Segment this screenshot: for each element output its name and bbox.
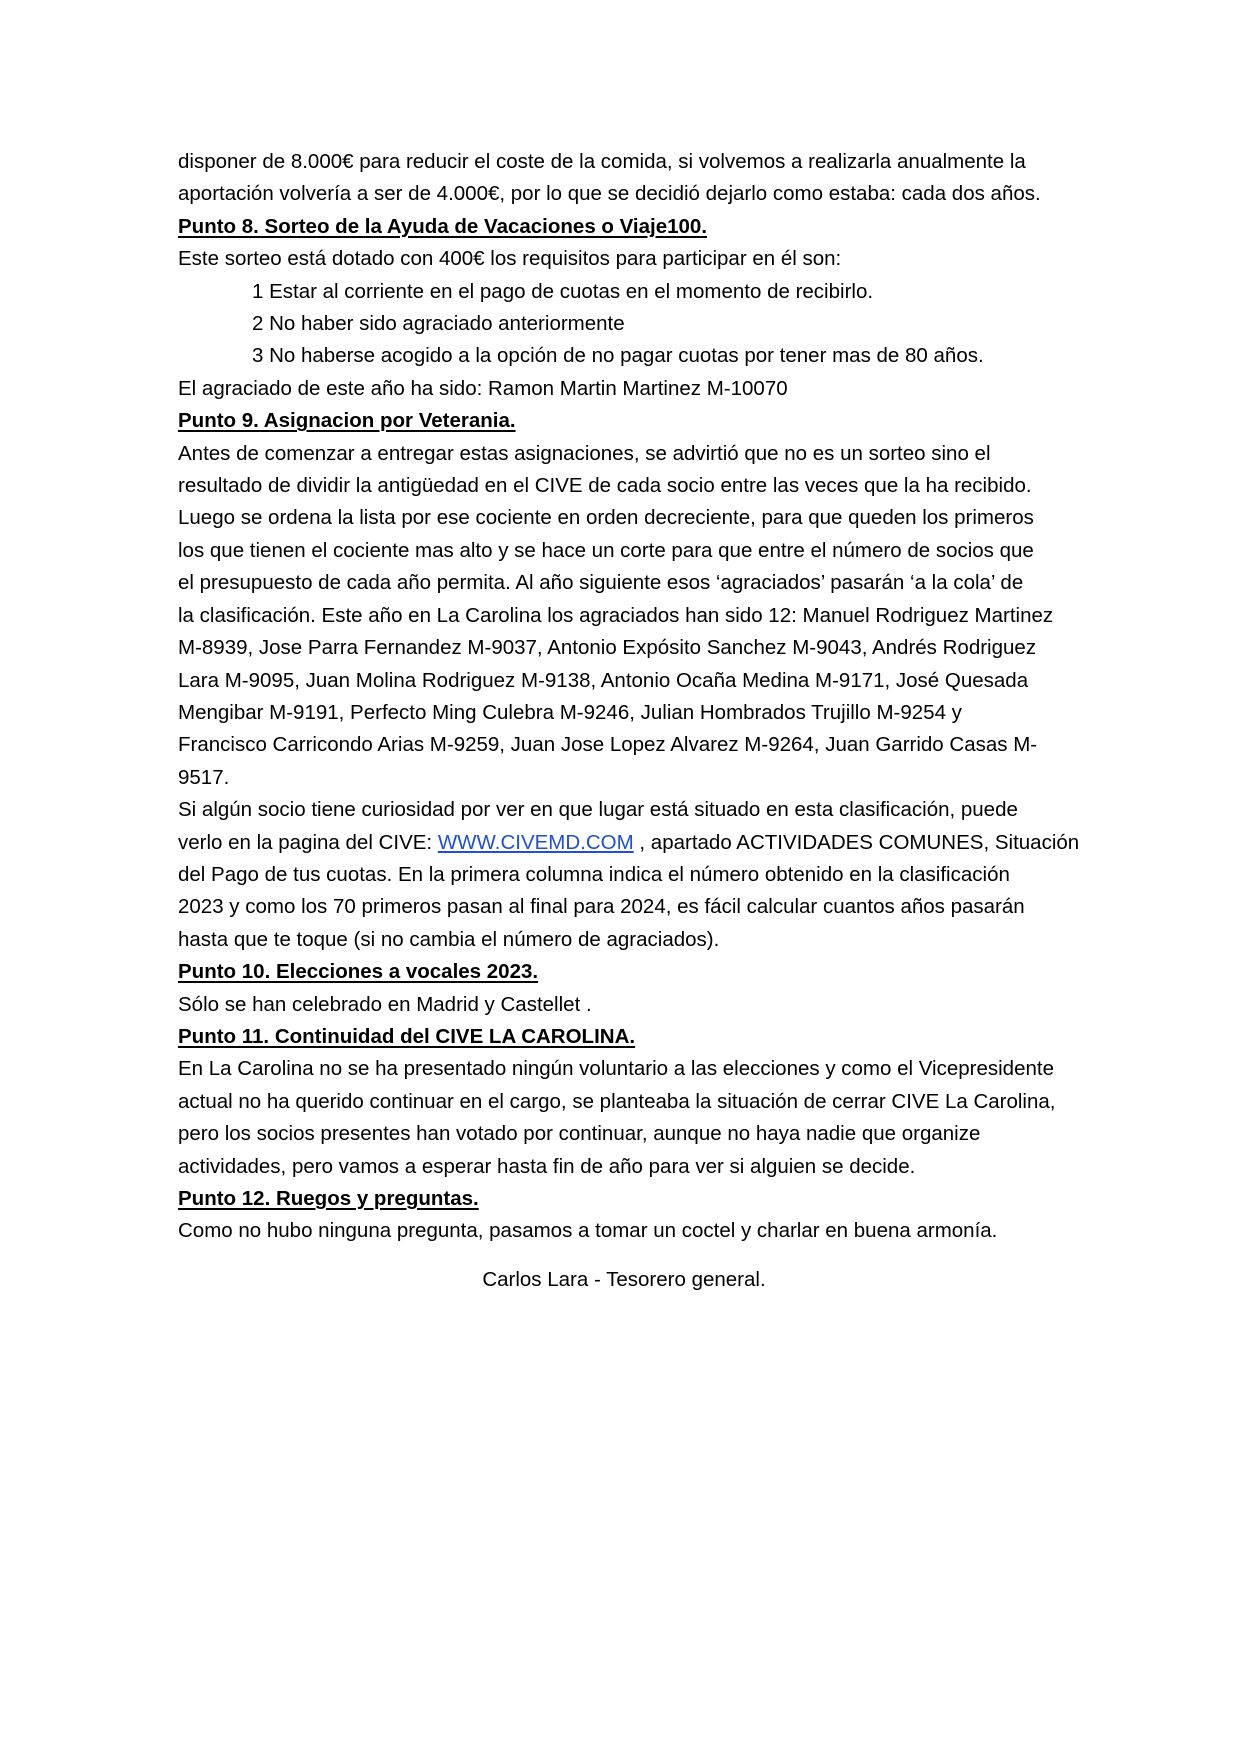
punto9-curiosidad-line-1: Si algún socio tiene curiosidad por ver en que lugar está situado en esta clasificación, puede — [178, 798, 1018, 822]
punto9-line: Luego se ordena la lista por ese cociente en orden decreciente, para que queden los primeros — [178, 506, 1034, 530]
curiosidad-post-text: , apartado ACTIVIDADES COMUNES, Situación — [633, 830, 1080, 854]
punto11-line: actual no ha querido continuar en el cargo, se planteaba la situación de cerrar CIVE La Carolina, — [178, 1089, 1056, 1113]
punto9-line: el presupuesto de cada año permita. Al año siguiente esos ‘agraciados’ pasarán ‘a la cola’ de — [178, 571, 1024, 595]
punto9-line: Mengibar M-9191, Perfecto Ming Culebra M-9246, Julian Hombrados Trujillo M-9254 y — [178, 700, 962, 724]
punto9-curiosidad-line: del Pago de tus cuotas. En la primera columna indica el número obtenido en la clasificación — [178, 862, 1010, 886]
civemd-link[interactable]: WWW.CIVEMD.COM — [437, 830, 634, 854]
punto8-heading: Punto 8. Sorteo de la Ayuda de Vacaciones o Viaje100. — [178, 214, 708, 238]
punto9-heading: Punto 9. Asignacion por Veterania. — [178, 409, 516, 433]
punto9-line: Antes de comenzar a entregar estas asignaciones, se advirtió que no es un sorteo sino el — [178, 441, 991, 465]
punto11-line: pero los socios presentes han votado por continuar, aunque no haya nadie que organize — [178, 1122, 981, 1146]
punto9-line: resultado de dividir la antigüedad en el CIVE de cada socio entre las veces que la ha recibido. — [178, 474, 1032, 498]
punto10-heading: Punto 10. Elecciones a vocales 2023. — [178, 960, 539, 984]
curiosidad-pre-text: verlo en la pagina del CIVE: — [178, 830, 438, 854]
punto9-line: Lara M-9095, Juan Molina Rodriguez M-9138, Antonio Ocaña Medina M-9171, José Quesada — [178, 668, 1029, 692]
punto8-intro: Este sorteo está dotado con 400€ los requisitos para participar en él son: — [178, 247, 842, 271]
punto8-requisito-2: 2 No haber sido agraciado anteriormente — [252, 312, 625, 336]
punto8-requisito-1: 1 Estar al corriente en el pago de cuotas en el momento de recibirlo. — [252, 279, 874, 303]
punto11-heading: Punto 11. Continuidad del CIVE LA CAROLINA. — [178, 1024, 636, 1048]
punto9-curiosidad-line: 2023 y como los 70 primeros pasan al final para 2024, es fácil calcular cuantos años pasarán — [178, 895, 1025, 919]
punto11-line: En La Carolina no se ha presentado ningún voluntario a las elecciones y como el Vicepresidente — [178, 1057, 1054, 1081]
punto12-heading: Punto 12. Ruegos y preguntas. — [178, 1187, 479, 1210]
punto9-line: la clasificación. Este año en La Carolina los agraciados han sido 12: Manuel Rodriguez Martinez — [178, 603, 1054, 627]
punto9-line: 9517. — [178, 765, 230, 789]
punto11-line: actividades, pero vamos a esperar hasta fin de año para ver si alguien se decide. — [178, 1154, 916, 1178]
punto9-line: M-8939, Jose Parra Fernandez M-9037, Antonio Expósito Sanchez M-9043, Andrés Rodriguez — [178, 636, 1037, 660]
punto10-text: Sólo se han celebrado en Madrid y Castellet . — [178, 992, 592, 1016]
intro-line-2: aportación volvería a ser de 4.000€, por lo que se decidió dejarlo como estaba: cada dos años. — [178, 182, 1041, 206]
punto9-curiosidad-line: hasta que te toque (si no cambia el número de agraciados). — [178, 927, 720, 951]
punto8-agraciado: El agraciado de este año ha sido: Ramon Martin Martinez M-10070 — [178, 376, 788, 400]
document-page — [178, 146, 1080, 1291]
punto9-line: Francisco Carricondo Arias M-9259, Juan Jose Lopez Alvarez M-9264, Juan Garrido Casas M- — [178, 733, 1038, 757]
intro-line-1: disponer de 8.000€ para reducir el coste de la comida, si volvemos a realizarla anualmente la — [178, 150, 1026, 173]
punto12-text: Como no hubo ninguna pregunta, pasamos a tomar un coctel y charlar en buena armonía. — [178, 1219, 998, 1243]
punto9-line: los que tienen el cociente mas alto y se hace un corte para que entre el número de socios que — [178, 538, 1034, 562]
punto8-requisito-3: 3 No haberse acogido a la opción de no pagar cuotas por tener mas de 80 años. — [252, 344, 984, 368]
punto9-curiosidad-line-2 — [178, 827, 1080, 859]
signature: Carlos Lara - Tesorero general. — [482, 1268, 766, 1291]
